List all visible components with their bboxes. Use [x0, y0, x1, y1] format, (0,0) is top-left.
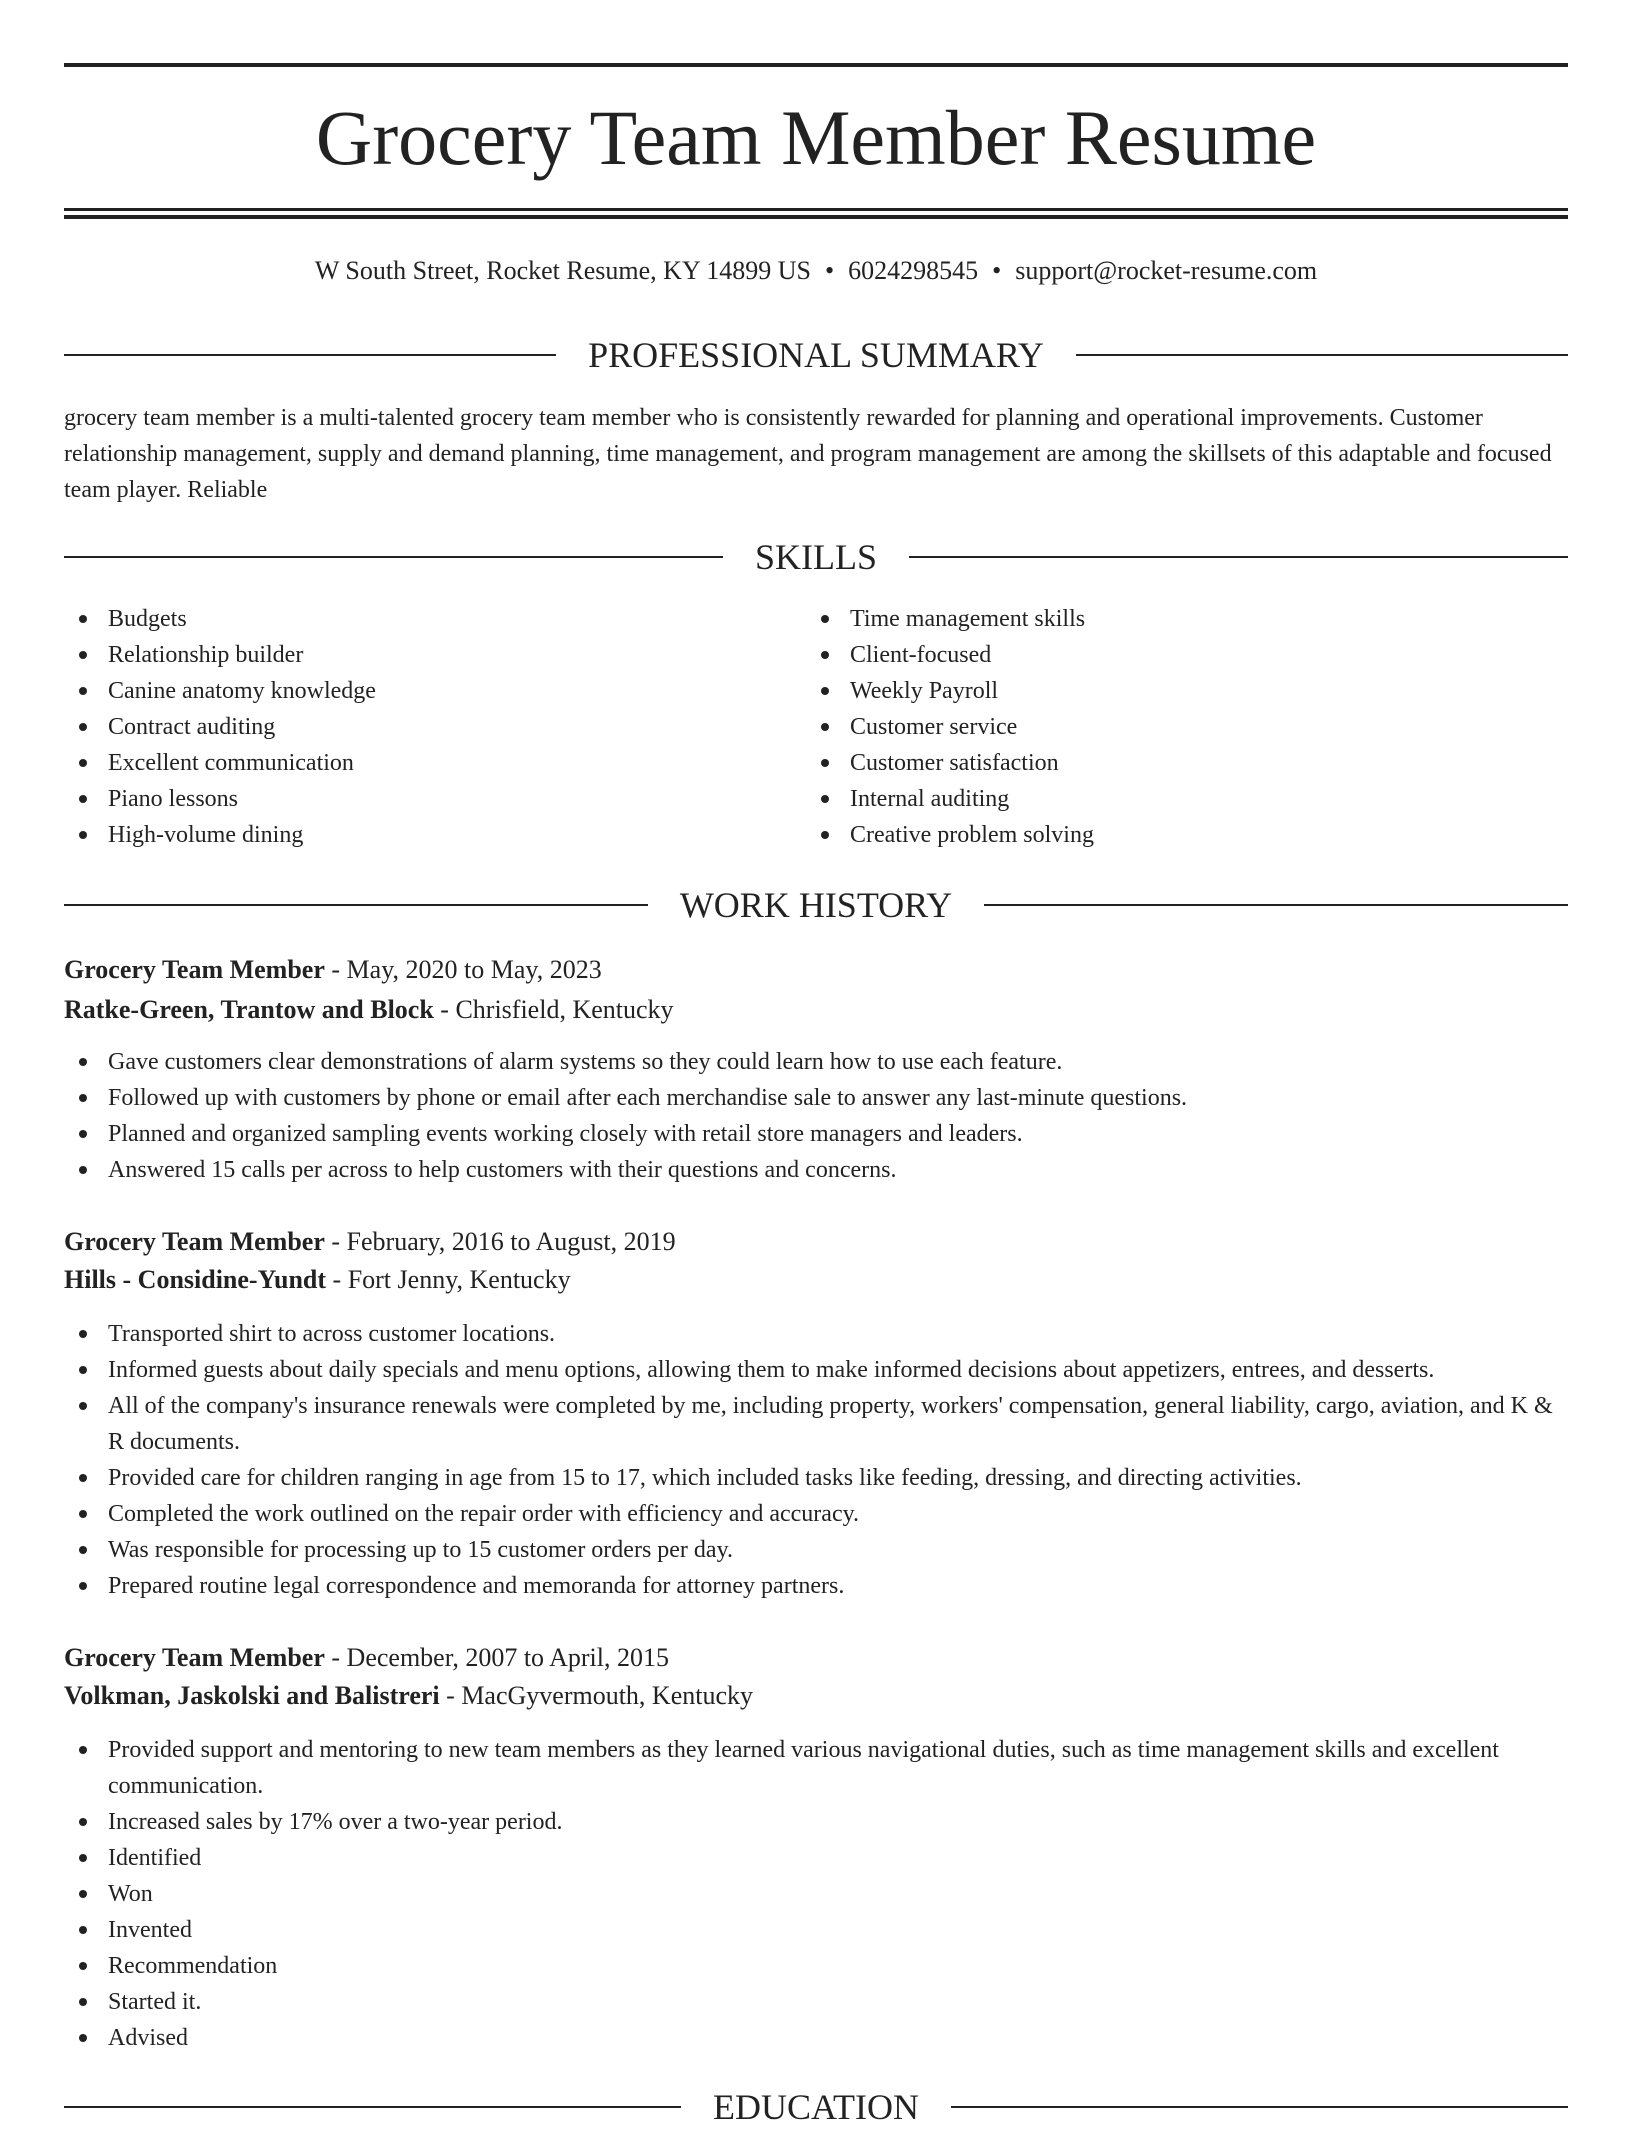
- heading-rule-right: [1076, 354, 1568, 356]
- contact-separator: •: [992, 256, 1002, 285]
- job-bullet: Answered 15 calls per across to help customers with their questions and concerns.: [64, 1152, 1568, 1188]
- job-title-line: [64, 1222, 1568, 1261]
- job-bullets: [64, 1044, 1568, 1188]
- heading-rule-right: [984, 904, 1568, 906]
- job-company: Volkman, Jaskolski and Balistreri: [64, 1681, 440, 1710]
- job-title: Grocery Team Member: [64, 1643, 325, 1672]
- summary-text: grocery team member is a multi-talented grocery team member who is consistently rewarded for planning and operational improvements. Customer relationship management, supply and demand planning, time management, and program management are among the skillsets of this adaptable and focused team player. Reliable: [64, 405, 1552, 503]
- education-heading: [64, 2084, 1568, 2130]
- skills-list-right: [806, 601, 1506, 853]
- job-company-line: [64, 990, 1568, 1029]
- job-location: - Chrisfield, Kentucky: [433, 995, 674, 1024]
- skill-item: Internal auditing: [806, 781, 1506, 817]
- page-title: Grocery Team Member Resume: [315, 94, 1317, 181]
- skill-item: Canine anatomy knowledge: [64, 673, 764, 709]
- skill-item: Client-focused: [806, 637, 1506, 673]
- heading-rule-right: [951, 2106, 1568, 2108]
- job-bullet: Informed guests about daily specials and menu options, allowing them to make informed decisions about appetizers, entrees, and desserts.: [64, 1352, 1568, 1388]
- education-heading-label: EDUCATION: [713, 2087, 919, 2127]
- job-bullet: Followed up with customers by phone or email after each merchandise sale to answer any last-minute questions.: [64, 1080, 1568, 1116]
- skill-item: Customer satisfaction: [806, 745, 1506, 781]
- heading-rule-right: [909, 556, 1568, 558]
- job-bullets: [64, 1316, 1568, 1604]
- header-top-rule: [64, 63, 1568, 67]
- job-bullet: Advised: [64, 2020, 1568, 2056]
- contact-email: support@rocket-resume.com: [1015, 256, 1318, 285]
- job-bullet: Transported shirt to across customer locations.: [64, 1316, 1568, 1352]
- job-bullet: Prepared routine legal correspondence and memoranda for attorney partners.: [64, 1568, 1568, 1604]
- job-bullet: All of the company's insurance renewals were completed by me, including property, workers' compensation, general liability, cargo, aviation, and K & R documents.: [64, 1388, 1568, 1460]
- job-title-line: [64, 950, 1568, 989]
- job-title-line: [64, 1638, 1568, 1677]
- contact-phone: 6024298545: [848, 256, 979, 285]
- skills-heading: [64, 534, 1568, 580]
- job-bullets: [64, 1732, 1568, 2056]
- skills-list-left: [64, 601, 764, 853]
- header-double-rule-upper: [64, 208, 1568, 211]
- heading-rule-left: [64, 556, 723, 558]
- job-company-line: [64, 1260, 1568, 1299]
- job-bullet: Identified: [64, 1840, 1568, 1876]
- skill-item: Creative problem solving: [806, 817, 1506, 853]
- skill-item: Weekly Payroll: [806, 673, 1506, 709]
- skills-heading-label: SKILLS: [755, 537, 878, 577]
- job-bullet: Won: [64, 1876, 1568, 1912]
- job-bullet: Completed the work outlined on the repair order with efficiency and accuracy.: [64, 1496, 1568, 1532]
- contact-address: W South Street, Rocket Resume, KY 14899 US: [314, 256, 811, 285]
- heading-rule-left: [64, 354, 556, 356]
- summary-heading: [64, 332, 1568, 378]
- skill-item: Time management skills: [806, 601, 1506, 637]
- job-bullet: Planned and organized sampling events working closely with retail store managers and leaders.: [64, 1116, 1568, 1152]
- job-dates: - December, 2007 to April, 2015: [324, 1643, 669, 1672]
- job-title: Grocery Team Member: [64, 955, 325, 984]
- contact-line: [64, 253, 1568, 289]
- job-location: - Fort Jenny, Kentucky: [326, 1265, 571, 1294]
- skill-item: Contract auditing: [64, 709, 764, 745]
- job-dates: - May, 2020 to May, 2023: [324, 955, 602, 984]
- job-bullet: Provided care for children ranging in age from 15 to 17, which included tasks like feeding, dressing, and directing activities.: [64, 1460, 1568, 1496]
- work-heading-label: WORK HISTORY: [679, 885, 953, 925]
- heading-rule-left: [64, 904, 648, 906]
- work-heading: [64, 882, 1568, 928]
- job-company: Hills - Considine-Yundt: [64, 1265, 327, 1294]
- job-bullet: Started it.: [64, 1984, 1568, 2020]
- job-bullet: Was responsible for processing up to 15 customer orders per day.: [64, 1532, 1568, 1568]
- job-bullet: Provided support and mentoring to new team members as they learned various navigational duties, such as time management skills and excellent communication.: [64, 1732, 1568, 1804]
- skill-item: Excellent communication: [64, 745, 764, 781]
- skill-item: Piano lessons: [64, 781, 764, 817]
- skill-item: Relationship builder: [64, 637, 764, 673]
- job-company-line: [64, 1676, 1568, 1715]
- job-location: - MacGyvermouth, Kentucky: [439, 1681, 754, 1710]
- skill-item: Customer service: [806, 709, 1506, 745]
- job-bullet: Invented: [64, 1912, 1568, 1948]
- job-title: Grocery Team Member: [64, 1227, 325, 1256]
- job-bullet: Increased sales by 17% over a two-year period.: [64, 1804, 1568, 1840]
- heading-rule-left: [64, 2106, 681, 2108]
- job-bullet: Recommendation: [64, 1948, 1568, 1984]
- header-double-rule-lower: [64, 215, 1568, 219]
- job-company: Ratke-Green, Trantow and Block: [64, 995, 434, 1024]
- summary-heading-label: PROFESSIONAL SUMMARY: [588, 335, 1044, 375]
- job-dates: - February, 2016 to August, 2019: [324, 1227, 676, 1256]
- contact-separator: •: [825, 256, 835, 285]
- skill-item: High-volume dining: [64, 817, 764, 853]
- skill-item: Budgets: [64, 601, 764, 637]
- job-bullet: Gave customers clear demonstrations of alarm systems so they could learn how to use each feature.: [64, 1044, 1568, 1080]
